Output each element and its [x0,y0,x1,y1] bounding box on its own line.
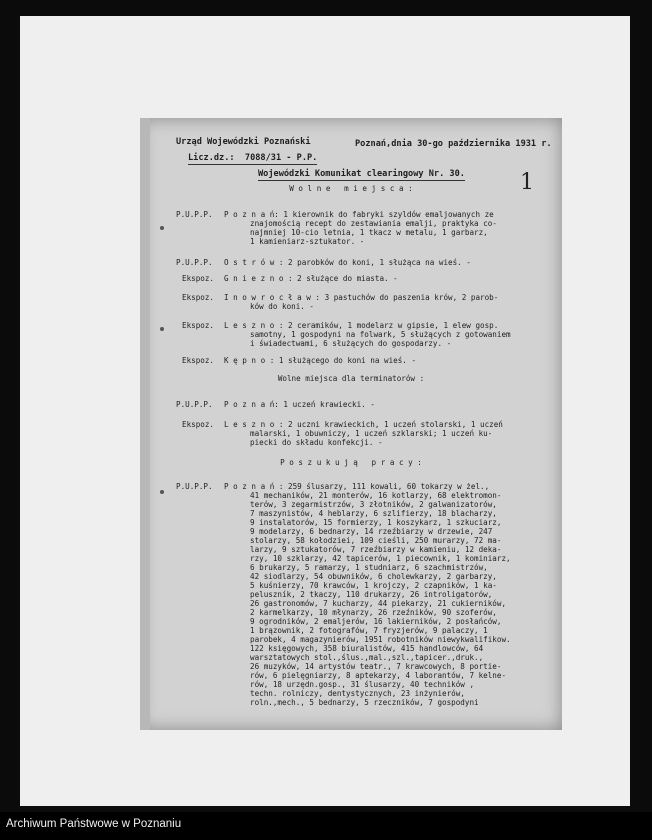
entry-line: O s t r ó w : 2 parobków do koni, 1 służąca na wieś. - [224,258,471,267]
entry-label: Ekspoz. [182,356,215,365]
entry-line: 26 muzyków, 14 artystów teatr., 7 krawcowych, 8 portie- [250,662,502,671]
entry-line: terów, 3 zegarmistrzów, 3 złotników, 2 galwanizatorów, [250,500,497,509]
entry-line: ków do koni. - [250,302,315,311]
entry-line: P o z n a ń: 1 kierownik do fabryki szyldów emaljowanych ze [224,210,494,219]
entry-line: P o z n a ń: 1 uczeń krawiecki. - [224,400,375,409]
entry-label: Ekspoz. [182,321,215,330]
entry-line: L e s z n o : 2 uczni krawieckich, 1 uczeń stolarski, 1 uczeń [224,420,503,429]
entry-line: 9 instalatorów, 15 formierzy, 1 koszykarz, 1 szkuciarz, [250,518,502,527]
entry-line: larzy, 9 sztukatorów, 7 rzeźbiarzy w kamieniu, 12 deka- [250,545,502,554]
entry-line: P o z n a ń : 259 ślusarzy, 111 kowali, 60 tokarzy w żel., [224,482,490,491]
communique-title: Wojewódzki Komunikat clearingowy Nr. 30. [258,169,465,179]
entry-line: malarski, 1 obuwniczy, 1 uczeń szklarski; 1 uczeń ku- [250,429,493,438]
handwritten-number: 1 [520,170,534,195]
entry-line: I n o w r o c ł a w : 3 pastuchów do paszenia krów, 2 parob- [224,293,499,302]
entry-label: P.U.P.P. [176,482,213,491]
entry-line: 1 kamieniarz-sztukator. - [250,237,365,246]
entry-line: rzy, 10 szklarzy, 42 tapicerów, 1 piecownik, 1 kominiarz, [250,554,511,563]
entry-line: 7 maszynistów, 4 heblarzy, 6 szlifierzy, 18 blacharzy, [250,509,497,518]
entry-line: stolarzy, 58 kołodziei, 109 cieśli, 250 murarzy, 72 ma- [250,536,502,545]
archive-footer [0,812,652,840]
office-name: Urząd Wojewódzki Poznański [176,137,311,147]
section-apprentices: Wolne miejsca dla terminatorów : [277,374,425,383]
entry-line: parobek, 4 magazynierów, 1951 robotników niewykwalifikow. [250,635,511,644]
document-sheet [140,118,562,730]
entry-line: warsztatowych stol.,ślus.,mal.,szl.,tapicer.,druk., [250,653,484,662]
entry-line: piecki do składu konfekcji. - [250,438,383,447]
entry-label: P.U.P.P. [176,210,213,219]
section-seeking-work: P o s z u k u j ą p r a c y : [280,458,422,467]
entry-line: znajomością recept do zestawiania emalji, praktyka co- [250,219,497,228]
entry-label: Ekspoz. [182,274,215,283]
entry-line: rów, 18 urzędn.gosp., 31 ślusarzy, 40 techników , [250,680,475,689]
place-date: Poznań,dnia 30-go października 1931 r. [355,139,552,149]
entry-line: 1 brązownik, 2 fotografów, 7 fryzjerów, 9 palaczy, 1 [250,626,488,635]
archive-name: Archiwum Państwowe w Poznaniu [6,818,182,830]
entry-line: 9 ogrodników, 2 emaljerów, 16 lakierników, 2 posłańców, [250,617,502,626]
entry-label: P.U.P.P. [176,400,213,409]
entry-line: 6 brukarzy, 5 ramarzy, 1 studniarz, 6 szachmistrzów, [250,563,488,572]
entry-line: i świadectwami, 6 służących do gospodarzy. - [250,339,452,348]
reference-number: Licz.dz.: 7088/31 - P.P. [188,153,318,163]
entry-label: Ekspoz. [182,293,215,302]
entry-line: samotny, 1 gospodyni na folwark, 5 służących z gotowaniem [250,330,511,339]
entry-line: 41 mechaników, 21 monterów, 16 kotlarzy, 68 elektromon- [250,491,502,500]
entry-line: 122 księgowych, 358 biuralistów, 415 handlowców, 64 [250,644,484,653]
entry-line: 2 karmelkarzy, 10 młynarzy, 26 rzeźników, 90 szoferów, [250,608,497,617]
entry-line: najmniej 10-cio letnia, 1 tkacz w metalu, 1 garbarz, [250,228,488,237]
punch-hole [160,226,164,230]
entry-line: techn. rolniczy, dentystycznych, 23 inżynierów, [250,689,465,698]
punch-hole [160,490,164,494]
entry-line: K ę p n o : 1 służącego do koni na wieś. - [224,356,417,365]
entry-line: roln.,mech., 5 bednarzy, 5 rzeczników, 7 gospodyni [250,698,479,707]
punch-hole [160,327,164,331]
entry-label: P.U.P.P. [176,258,213,267]
entry-line: peluszník, 2 tkaczy, 110 drukarzy, 26 introligatorów, [250,590,493,599]
entry-line: 9 modelarzy, 6 bednarzy, 14 rzeźbiarzy w drzewie, 247 [250,527,493,536]
entry-line: rów, 6 pielęgniarzy, 8 aptekarzy, 4 laborantów, 7 kelne- [250,671,507,680]
entry-line: L e s z n o : 2 ceramików, 1 modelarz w gipsie, 1 elew gosp. [224,321,499,330]
entry-label: Ekspoz. [182,420,215,429]
entry-line: 42 siodlarzy, 54 obuwników, 6 cholewkarzy, 2 garbarzy, [250,572,497,581]
entry-line: 26 gastronomów, 7 kucharzy, 44 piekarzy, 21 cukierników, [250,599,507,608]
sheet-fold-edge [140,118,150,730]
section-free-places: W o l n e m i e j s c a : [289,184,413,193]
entry-line: 5 kuśnierzy, 70 krawców, 1 krojczy, 2 czapników, 1 ka- [250,581,497,590]
entry-line: G n i e z n o : 2 służące do miasta. - [224,274,398,283]
